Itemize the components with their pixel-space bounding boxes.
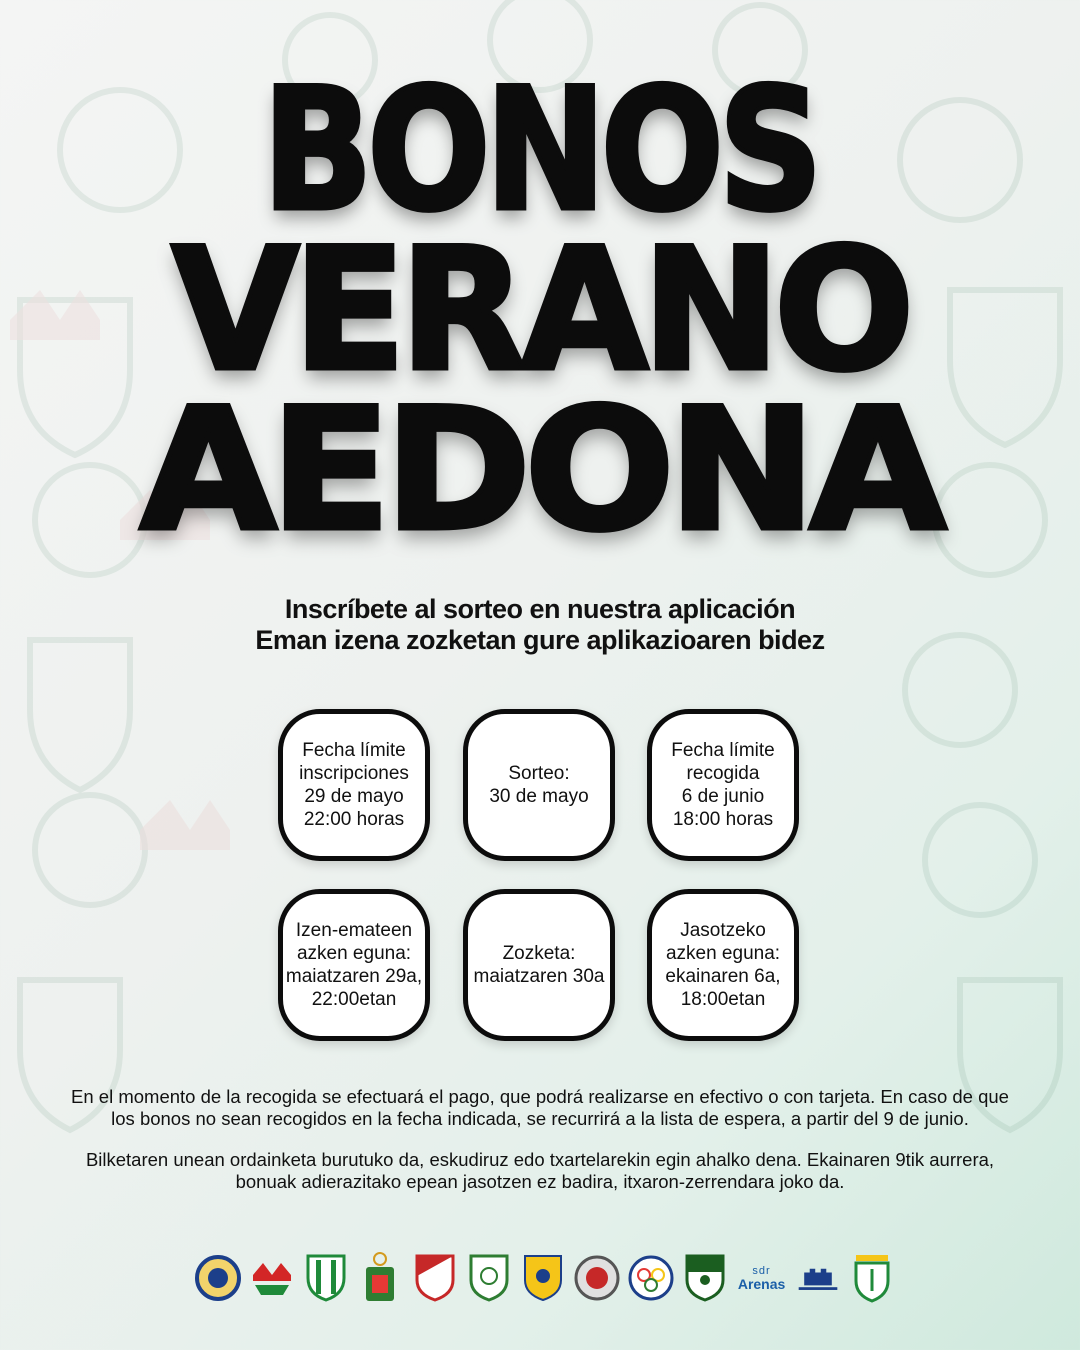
title-line-3: AEDONA [140,372,940,568]
multicolor-round-logo [628,1251,674,1305]
olympic-rings-club-logo [357,1251,403,1305]
castle-club-logo [795,1251,841,1305]
green-olympic-shield-logo [466,1251,512,1305]
ct-club-shield-logo [412,1251,458,1305]
main-title [0,52,1080,568]
payment-note-basque: Bilketaren unean ordainketa burutuko da, eskudiruz edo txartelarekin egin ahalko dena. Ekainaren 9tik aurrera, bonuak adierazitako epean jasotzen ez badira, itxaron-zerrendara joko da. [85,1149,995,1192]
box-text: Fecha límite recogida 6 de junio 18:00 horas [671,740,775,830]
box-eu-registration-deadline [278,889,430,1041]
subtitle-spanish: Inscríbete al sorteo en nuestra aplicación [284,594,796,624]
payment-note-spanish: En el momento de la recogida se efectuará el pago, que podrá realizarse en efectivo o con tarjeta. En caso de que los bonos no sean recogidos en la fecha indicada, se recurrirá a la lista de espera, a partir del 9 de junio. [71,1086,1009,1129]
green-white-shield-logo [682,1251,728,1305]
title-line-1: BONOS [262,52,818,248]
red-crown-club-logo [249,1251,295,1305]
green-shield-cl-logo [303,1251,349,1305]
box-es-draw-date [463,709,615,861]
grey-round-seal-logo [574,1251,620,1305]
club-logos-row [195,1248,895,1308]
box-text: Fecha límite inscripciones 29 de mayo 22:00 horas [299,740,409,830]
box-text: Sorteo: 30 de mayo [489,763,589,807]
subtitle-basque: Eman izena zozketan gure aplikazioaren bidez [255,625,825,655]
box-es-pickup-deadline [647,709,799,861]
box-eu-draw-date [463,889,615,1041]
box-eu-pickup-deadline [647,889,799,1041]
box-text: Izen-emateen azken eguna: maiatzaren 29a, 22:00etan [285,920,423,1010]
club-natacion-pamplona-logo [195,1251,241,1305]
box-text: Jasotzeko azken eguna: ekainaren 6a, 18:00etan [665,920,781,1010]
arenas-logo-top: sdr [752,1265,771,1277]
arenas-logo-bottom: Arenas [737,1276,786,1292]
sdr-arenas-logo [737,1251,787,1305]
yellow-shield-logo [520,1251,566,1305]
box-es-registration-deadline [278,709,430,861]
green-yellow-shield-logo [849,1251,895,1305]
box-text: Zozketa: maiatzaren 30a [473,943,605,987]
subtitle [0,594,1080,656]
title-line-2: VERANO [171,212,909,408]
